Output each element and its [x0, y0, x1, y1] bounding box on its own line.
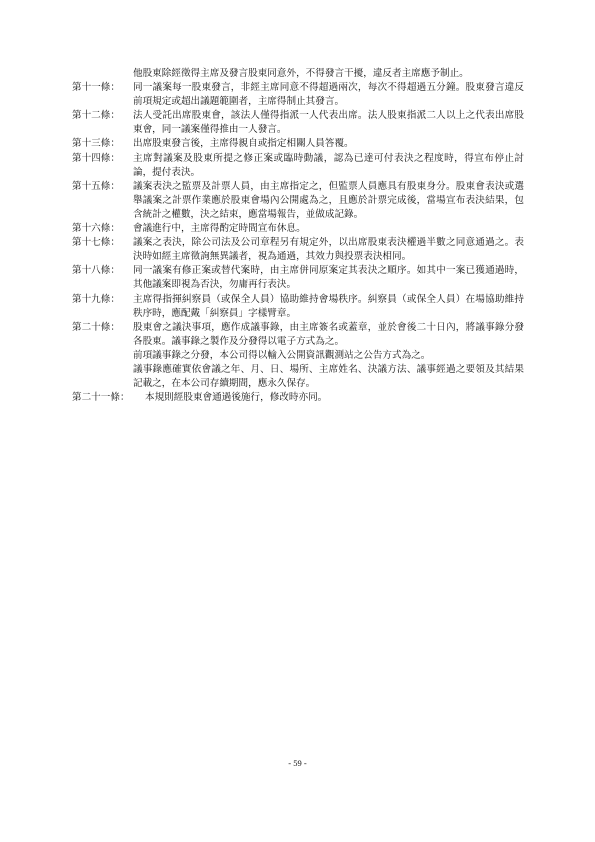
article-paragraph: 同一議案有修正案或替代案時，由主席併同原案定其表決之順序。如其中一案已獲通過時，其他議案即視為否決，勿庸再行表決。 [133, 265, 524, 291]
article-label: 第十八條： [72, 265, 120, 277]
article-body [133, 293, 524, 321]
article-label: 第十六條： [72, 223, 120, 235]
article-paragraph: 出席股東發言後，主席得親自或指定相關人員答覆。 [133, 138, 354, 150]
article-paragraph: 本規則經股東會通過後施行，修改時亦同。 [145, 392, 328, 404]
article-item [72, 293, 524, 321]
article-body [133, 180, 524, 222]
article-item [72, 391, 524, 405]
article-body [133, 222, 524, 236]
article-body [145, 391, 524, 405]
article-body [133, 321, 524, 391]
article-paragraph: 法人受託出席股東會，該法人僅得指派一人代表出席。法人股東指派二人以上之代表出席股東會，同一議案僅得推由一人發言。 [133, 110, 524, 136]
article-paragraph: 會議進行中，主席得酌定時間宣布休息。 [133, 223, 306, 235]
article-paragraph: 議事錄應確實依會議之年、月、日、場所、主席姓名、決議方法、議事經過之要領及其結果記載之，在本公司存續期間，應永久保存。 [133, 363, 524, 390]
article-paragraph: 股東會之議決事項，應作成議事錄，由主席簽名或蓋章，並於會後二十日內，將議事錄分發各股東。議事錄之製作及分發得以電子方式為之。 [133, 321, 524, 347]
article-paragraph: 議案表決之監票及計票人員，由主席指定之，但監票人員應具有股東身分。股東會表決或選舉議案之計票作業應於股東會場內公開處為之，且應於計票完成後，當場宣布表決結果，包含統計之權數，決之結束，應當場報告，並做成記錄。 [133, 180, 524, 220]
article-body [133, 137, 524, 151]
article-item [72, 180, 524, 222]
article-paragraph: 主席對議案及股東所提之修正案或臨時動議，認為已達可付表決之程度時，得宣布停止討論，提付表決。 [133, 152, 524, 178]
article-item [72, 321, 524, 391]
article-item [72, 264, 524, 292]
article-label: 第十四條： [72, 152, 120, 164]
article-body [133, 152, 524, 180]
article-body [133, 236, 524, 264]
document-body [72, 67, 524, 405]
article-item [72, 137, 524, 151]
article-label: 第二十條： [72, 321, 120, 333]
article-label: 第十五條： [72, 180, 120, 192]
article-paragraph: 議案之表決，除公司法及公司章程另有規定外，以出席股東表決權過半數之同意通過之。表決時如經主席徵詢無異議者，視為通過，其效力與投票表決相同。 [133, 237, 524, 263]
page-number: - 59 - [288, 758, 307, 768]
article-body [133, 264, 524, 292]
article-label: 第十二條： [72, 110, 120, 122]
article-paragraph: 前項議事錄之分發，本公司得以輸入公開資訊觀測站之公告方式為之。 [133, 349, 431, 361]
article-list [72, 81, 524, 405]
article-label: 第十九條： [72, 293, 120, 305]
article-item [72, 109, 524, 137]
article-paragraph: 同一議案每一股東發言，非經主席同意不得超過兩次，每次不得超過五分鐘。股東發言違反前項規定或超出議題範圍者，主席得制止其發言。 [133, 82, 524, 108]
article-item [72, 222, 524, 236]
article-item [72, 81, 524, 109]
article-label: 第二十一條： [72, 392, 130, 404]
article-paragraph: 主席得指揮糾察員（或保全人員）協助維持會場秩序。糾察員（或保全人員）在場協助維持秩序時，應配戴「糾察員」字樣臂章。 [133, 293, 524, 319]
lead-paragraph: 他股東除經徵得主席及發言股東同意外，不得發言干擾，違反者主席應予制止。 [133, 68, 469, 79]
article-label: 第十一條： [72, 82, 120, 94]
article-body [133, 81, 524, 109]
article-label: 第十七條： [72, 237, 120, 249]
article-item [72, 236, 524, 264]
article-label: 第十三條： [72, 138, 120, 150]
article-body [133, 109, 524, 137]
article-item [72, 152, 524, 180]
